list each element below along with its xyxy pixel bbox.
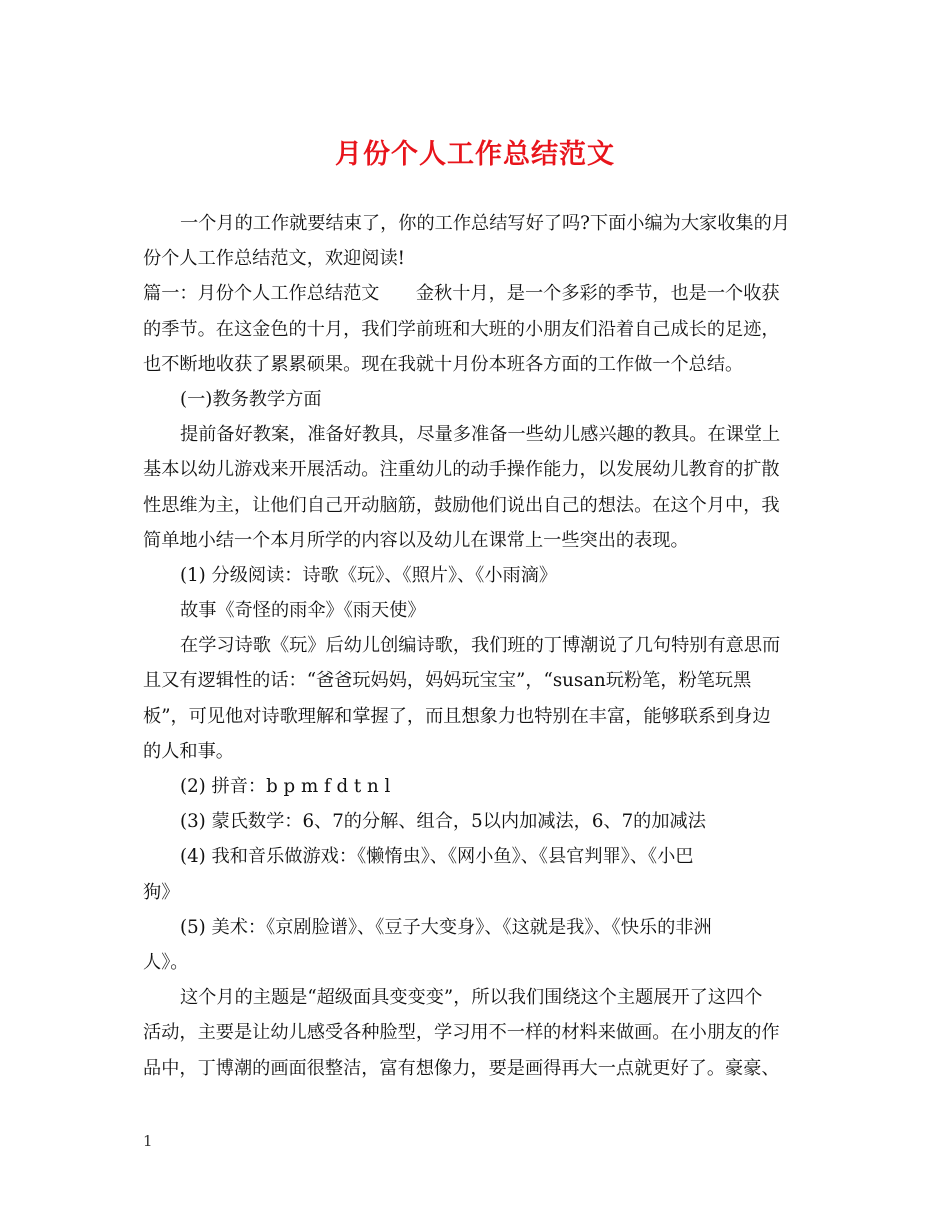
text-line: 这个月的主题是“超级面具变变变”，所以我们围绕这个主题展开了这四个 [180,987,763,1009]
text-line: 狗》 [143,881,180,903]
text-line: 也不断地收获了累累硕果。现在我就十月份本班各方面的工作做一个总结。 [143,353,744,375]
text-line: 且又有逻辑性的话：“爸爸玩妈妈，妈妈玩宝宝”，“susan玩粉笔，粉笔玩黑 [143,670,752,692]
page-title: 月份个人工作总结范文 [335,139,615,170]
text-line: 的人和事。 [143,740,234,762]
text-line: (3) 蒙氏数学：6、7的分解、组合，5以内加减法，6、7的加减法 [180,811,706,833]
text-line: 故事《奇怪的雨伞》《雨天使》 [180,600,426,622]
document-body [143,206,807,1086]
text-line: (1) 分级阅读：诗歌《玩》、《照片》、《小雨滴》 [180,564,558,586]
text-line: (4) 我和音乐做游戏：《懒惰虫》、《网小鱼》、《县官判罪》、《小巴 [180,846,694,868]
text-line: 篇一：月份个人工作总结范文 金秋十月，是一个多彩的季节，也是一个收获 [143,283,780,305]
text-line: 份个人工作总结范文，欢迎阅读! [143,248,405,270]
text-line: (2) 拼音：b p m f d t n l [180,776,391,797]
text-line: 提前备好教案，准备好教具，尽量多准备一些幼儿感兴趣的教具。在课堂上 [180,424,781,446]
text-line: 品中，丁博潮的画面很整洁，富有想像力，要是画得再大一点就更好了。豪豪、 [143,1057,780,1079]
text-line: 人》。 [143,951,189,973]
text-line: 的季节。在这金色的十月，我们学前班和大班的小朋友们沿着自己成长的足迹， [143,318,780,340]
text-line: 活动，主要是让幼儿感受各种脸型，学习用不一样的材料来做画。在小朋友的作 [143,1022,780,1044]
text-line: (一)教务教学方面 [180,388,322,410]
text-line: 基本以幼儿游戏来开展活动。注重幼儿的动手操作能力，以发展幼儿教育的扩散 [143,459,780,481]
text-line: 在学习诗歌《玩》后幼儿创编诗歌，我们班的丁博潮说了几句特别有意思而 [180,635,781,657]
text-line: 性思维为主，让他们自己开动脑筋，鼓励他们说出自己的想法。在这个月中，我 [143,494,780,516]
text-line: 一个月的工作就要结束了，你的工作总结写好了吗?下面小编为大家收集的月 [180,213,790,234]
page-number: 1 [143,1132,153,1150]
text-line: (5) 美术：《京剧脸谱》、《豆子大变身》、《这就是我》、《快乐的非洲 [180,916,712,938]
text-line: 简单地小结一个本月所学的内容以及幼儿在课常上一些突出的表现。 [143,529,689,551]
text-line: 板”，可见他对诗歌理解和掌握了，而且想象力也特别在丰富，能够联系到身边 [143,705,771,727]
